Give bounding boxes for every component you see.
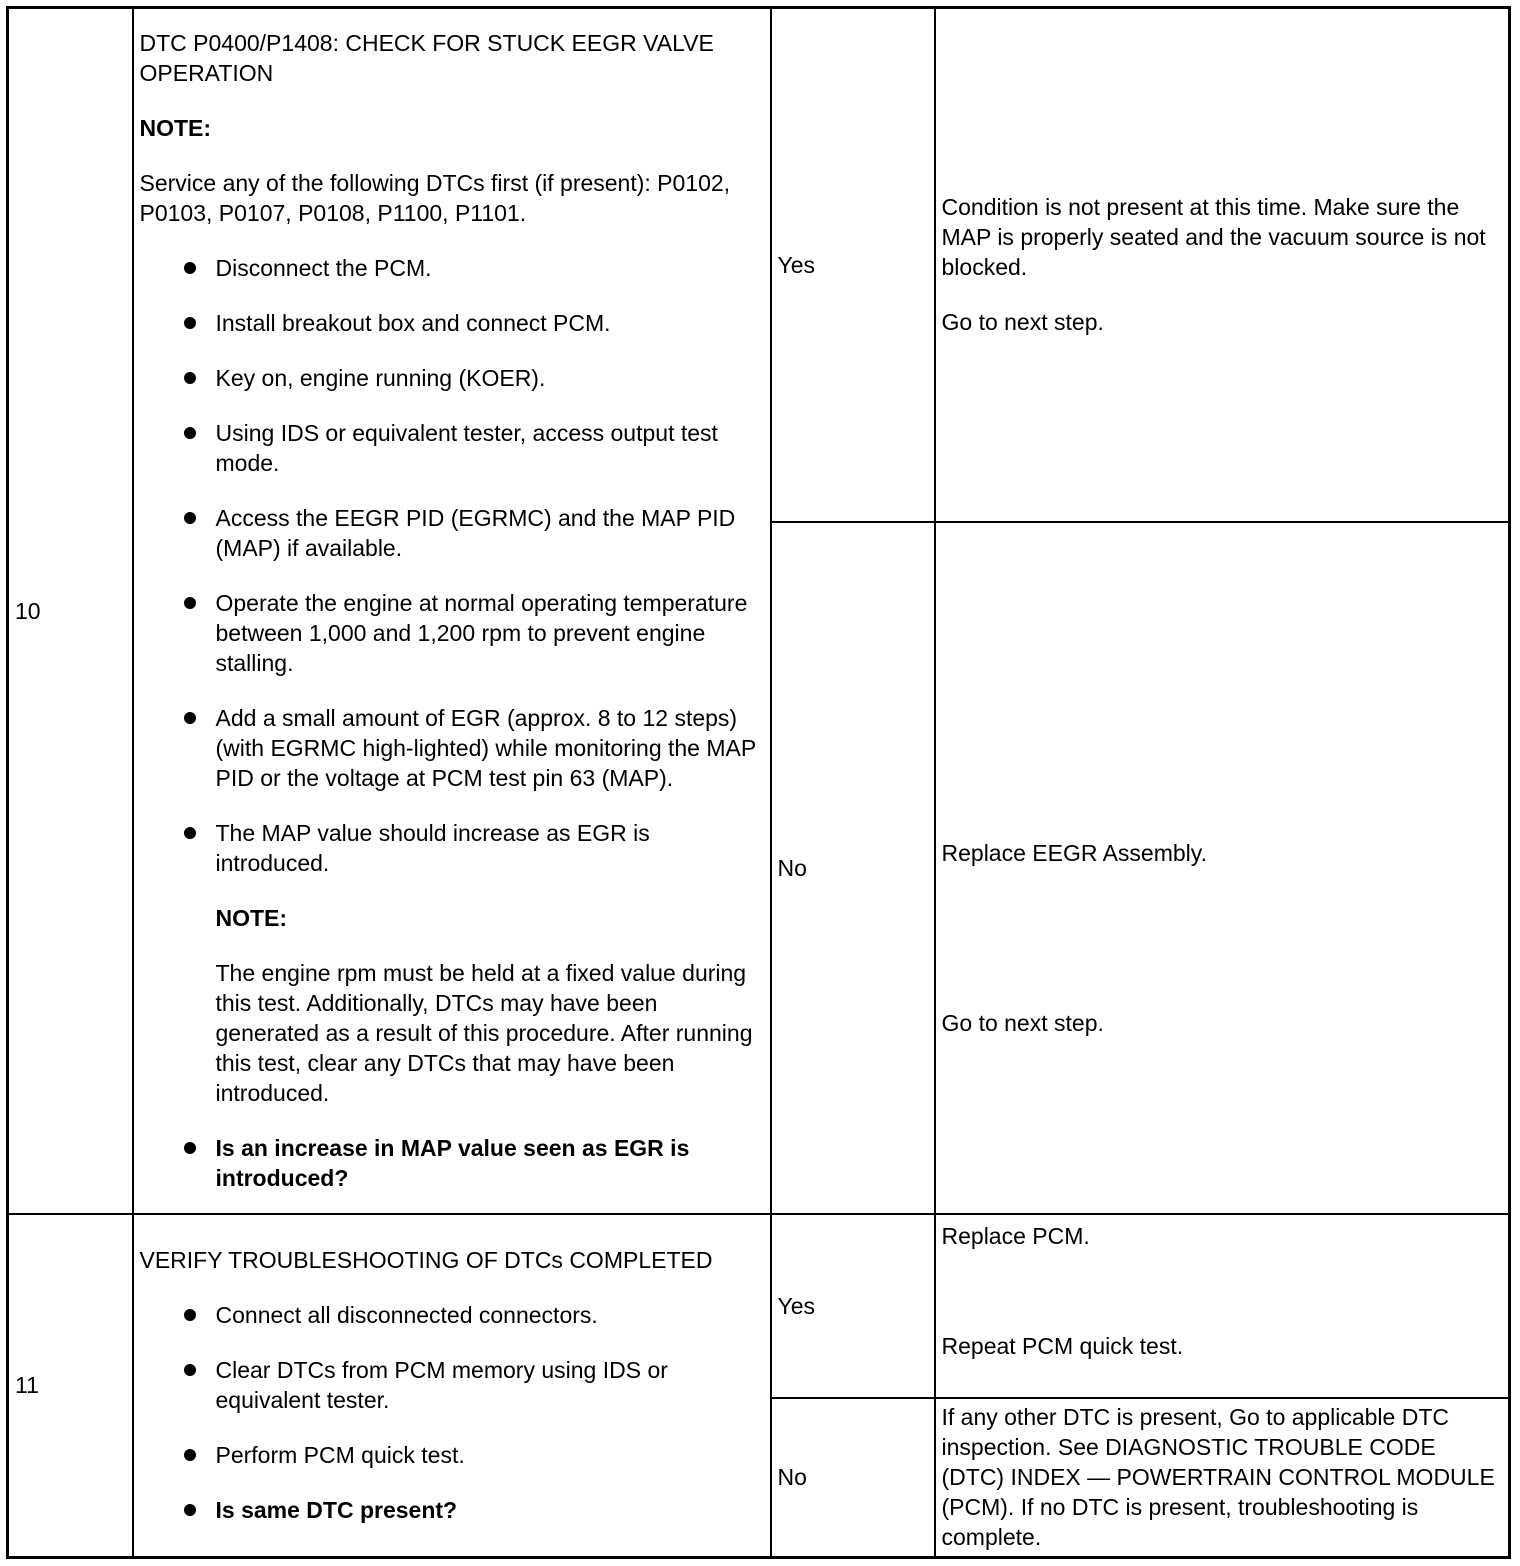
- list-item: Add a small amount of EGR (approx. 8 to 12 steps) (with EGRMC high-lighted) while monitoring the MAP PID or the voltage at PCM test pin 63 (MAP).: [140, 703, 764, 793]
- step-procedure: [133, 8, 771, 1214]
- bullet-icon: [184, 1449, 196, 1461]
- bullet-icon: [184, 427, 196, 439]
- list-item: Using IDS or equivalent tester, access output test mode.: [140, 418, 764, 478]
- answer-no: No: [771, 1398, 935, 1558]
- step-procedure: [133, 1214, 771, 1558]
- procedure-list: [140, 253, 764, 1193]
- list-item: Connect all disconnected connectors.: [140, 1300, 764, 1330]
- list-item: Install breakout box and connect PCM.: [140, 308, 764, 338]
- answer-yes: Yes: [771, 1214, 935, 1398]
- bullet-icon: [184, 1142, 196, 1154]
- action-yes: Condition is not present at this time. Make sure the MAP is properly seated and the vacuum source is not blocked. Go to next step.: [935, 8, 1510, 522]
- diagnostic-table: [6, 6, 1511, 1559]
- inner-note-text: The engine rpm must be held at a fixed value during this test. Additionally, DTCs may have been generated as a result of this procedure. After running this test, clear any DTCs that may have been introduced.: [215, 960, 753, 1107]
- list-item: Perform PCM quick test.: [140, 1440, 764, 1470]
- list-item: Access the EEGR PID (EGRMC) and the MAP PID (MAP) if available.: [140, 503, 764, 563]
- list-item-question: [140, 1495, 764, 1525]
- bullet-icon: [184, 317, 196, 329]
- bullet-icon: [184, 1309, 196, 1321]
- step-title: DTC P0400/P1408: CHECK FOR STUCK EEGR VALVE OPERATION: [139, 30, 714, 87]
- bullet-icon: [184, 1364, 196, 1376]
- list-item: Disconnect the PCM.: [140, 253, 764, 283]
- step-number: 11: [8, 1214, 133, 1558]
- step-number: 10: [8, 8, 133, 1214]
- list-item: Clear DTCs from PCM memory using IDS or equivalent tester.: [140, 1355, 764, 1415]
- note-text: Service any of the following DTCs first (if present): P0102, P0103, P0107, P0108, P1100, P1101.: [139, 170, 731, 227]
- inner-note-label: NOTE:: [215, 905, 288, 932]
- list-item: Key on, engine running (KOER).: [140, 363, 764, 393]
- bullet-icon: [184, 827, 196, 839]
- bullet-icon: [184, 372, 196, 384]
- procedure-list: [140, 1300, 764, 1525]
- note-label: NOTE:: [139, 115, 212, 142]
- bullet-icon: [184, 712, 196, 724]
- list-item: The MAP value should increase as EGR is introduced. NOTE: The engine rpm must be held at a fixed value during this test. Additionally, DTCs may have been generated as a result of this procedure. After running this test, clear any DTCs that may have been introduced.: [140, 818, 764, 1108]
- action-yes: Replace PCM. Repeat PCM quick test.: [935, 1214, 1510, 1398]
- bullet-icon: [184, 512, 196, 524]
- answer-yes: Yes: [771, 8, 935, 522]
- action-no: If any other DTC is present, Go to applicable DTC inspection. See DIAGNOSTIC TROUBLE CODE (DTC) INDEX — POWERTRAIN CONTROL MODULE (PCM). If no DTC is present, troubleshooting is complete.: [935, 1398, 1510, 1558]
- list-item-question: [140, 1133, 764, 1193]
- action-no: Replace EEGR Assembly. Go to next step.: [935, 522, 1510, 1214]
- table-row: [8, 8, 1510, 522]
- list-item: Operate the engine at normal operating temperature between 1,000 and 1,200 rpm to prevent engine stalling.: [140, 588, 764, 678]
- answer-no: No: [771, 522, 935, 1214]
- step-question: Is same DTC present?: [215, 1497, 458, 1524]
- table-row: [8, 1214, 1510, 1398]
- step-title: VERIFY TROUBLESHOOTING OF DTCs COMPLETED: [139, 1247, 713, 1274]
- step-question: Is an increase in MAP value seen as EGR is introduced?: [215, 1135, 690, 1192]
- bullet-icon: [184, 597, 196, 609]
- bullet-icon: [184, 262, 196, 274]
- bullet-icon: [184, 1504, 196, 1516]
- diagnostic-table-sheet: [6, 6, 1508, 1559]
